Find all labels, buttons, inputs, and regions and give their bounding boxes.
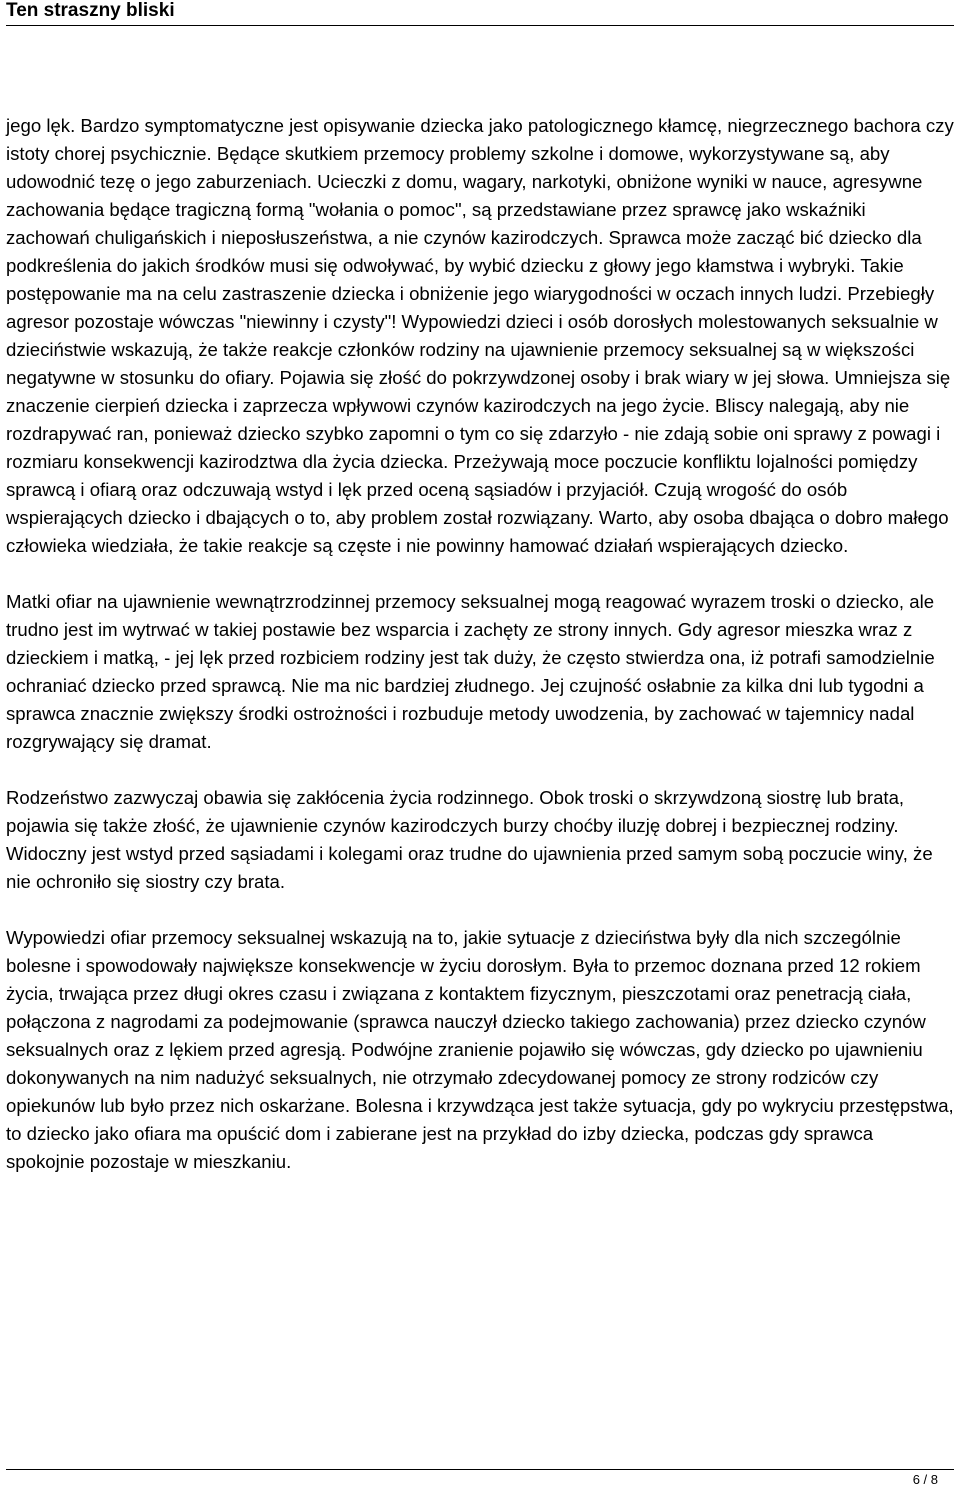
header-divider bbox=[6, 25, 954, 26]
paragraph: Matki ofiar na ujawnienie wewnątrzrodzinnej przemocy seksualnej mogą reagować wyrazem troski o dziecko, ale trudno jest im wytrwać w takiej postawie bez wsparcia i zachęty ze strony innych. Gdy agresor mieszka wraz z dzieckiem i matką, - jej lęk przed rozbiciem rodziny jest tak duży, że często stwierdza ona, iż potrafi samodzielnie ochraniać dziecko przed sprawcą. Nie ma nic bardziej złudnego. Jej czujność osłabnie za kilka dni lub tygodni a sprawca znacznie zwiększy środki ostrożności i rozbuduje metody uwodzenia, by zachować w tajemnicy nadal rozgrywający się dramat. bbox=[6, 591, 935, 752]
footer-divider bbox=[6, 1469, 954, 1470]
paragraph: Rodzeństwo zazwyczaj obawia się zakłócenia życia rodzinnego. Obok troski o skrzywdzoną siostrę lub brata, pojawia się także złość, że ujawnienie czynów kazirodczych burzy choćby iluzję dobrej i bezpiecznej rodziny. Widoczny jest wstyd przed sąsiadami i kolegami oraz trudne do ujawnienia przed samym sobą poczucie winy, że nie ochroniło się siostry czy brata. bbox=[6, 787, 933, 892]
document-title: Ten straszny bliski bbox=[6, 0, 175, 21]
paragraph: Wypowiedzi ofiar przemocy seksualnej wskazują na to, jakie sytuacje z dzieciństwa były dla nich szczególnie bolesne i spowodowały największe konsekwencje w życiu dorosłym. Była to przemoc doznana przed 12 rokiem życia, trwająca przez długi okres czasu i związana z kontaktem fizycznym, pieszczotami oraz penetracją ciała, połączona z nagrodami za podejmowanie (sprawca nauczył dziecko takiego zachowania) przez dziecko czynów seksualnych oraz z lękiem przed agresją. Podwójne zranienie pojawiło się wówczas, gdy dziecko po ujawnieniu dokonywanych na nim nadużyć seksualnych, nie otrzymało zdecydowanej pomocy ze strony rodziców czy opiekunów lub było przez nich oskarżane. Bolesna i krzywdząca jest także sytuacja, gdy po wykryciu przestępstwa, to dziecko jako ofiara ma opuścić dom i zabierane jest na przykład do izby dziecka, podczas gdy sprawca spokojnie pozostaje w mieszkaniu. bbox=[6, 927, 954, 1172]
page-header bbox=[6, 0, 954, 26]
page-number: 6 / 8 bbox=[912, 1472, 938, 1487]
paragraph: jego lęk. Bardzo symptomatyczne jest opisywanie dziecka jako patologicznego kłamcę, niegrzecznego bachora czy istoty chorej psychicznie. Będące skutkiem przemocy problemy szkolne i domowe, wykorzystywane są, aby udowodnić tezę o jego zaburzeniach. Ucieczki z domu, wagary, narkotyki, obniżone wyniki w nauce, agresywne zachowania będące tragiczną formą "wołania o pomoc", są przedstawiane przez sprawcę jako wskaźniki zachowań chuligańskich i nieposłuszeństwa, a nie czynów kazirodczych. Sprawca może zacząć bić dziecko dla podkreślenia do jakich środków musi się odwoływać, by wybić dziecku z głowy jego kłamstwa i wybryki. Takie postępowanie ma na celu zastraszenie dziecka i obniżenie jego wiarygodności w oczach innych ludzi. Przebiegły agresor pozostaje wówczas "niewinny i czysty"! Wypowiedzi dzieci i osób dorosłych molestowanych seksualnie w dzieciństwie wskazują, że także reakcje członków rodziny na ujawnienie przemocy seksualnej są w większości negatywne w stosunku do ofiary. Pojawia się złość do pokrzywdzonej osoby i brak wiary w jej słowa. Umniejsza się znaczenie cierpień dziecka i zaprzecza wpływowi czynów kazirodczych na jego życie. Bliscy nalegają, aby nie rozdrapywać ran, ponieważ dziecko szybko zapomni o tym co się zdarzyło - nie zdają sobie oni sprawy z powagi i rozmiaru konsekwencji kazirodztwa dla życia dziecka. Przeżywają moce poczucie konfliktu lojalności pomiędzy sprawcą i ofiarą oraz odczuwają wstyd i lęk przed oceną sąsiadów i przyjaciół. Czują wrogość do osób wspierających dziecko i dbających o to, aby problem został rozwiązany. Warto, aby osoba dbająca o dobro małego człowieka wiedziała, że takie reakcje są częste i nie powinny hamować działań wspierających dziecko. bbox=[6, 115, 954, 556]
document-body bbox=[6, 112, 954, 1204]
